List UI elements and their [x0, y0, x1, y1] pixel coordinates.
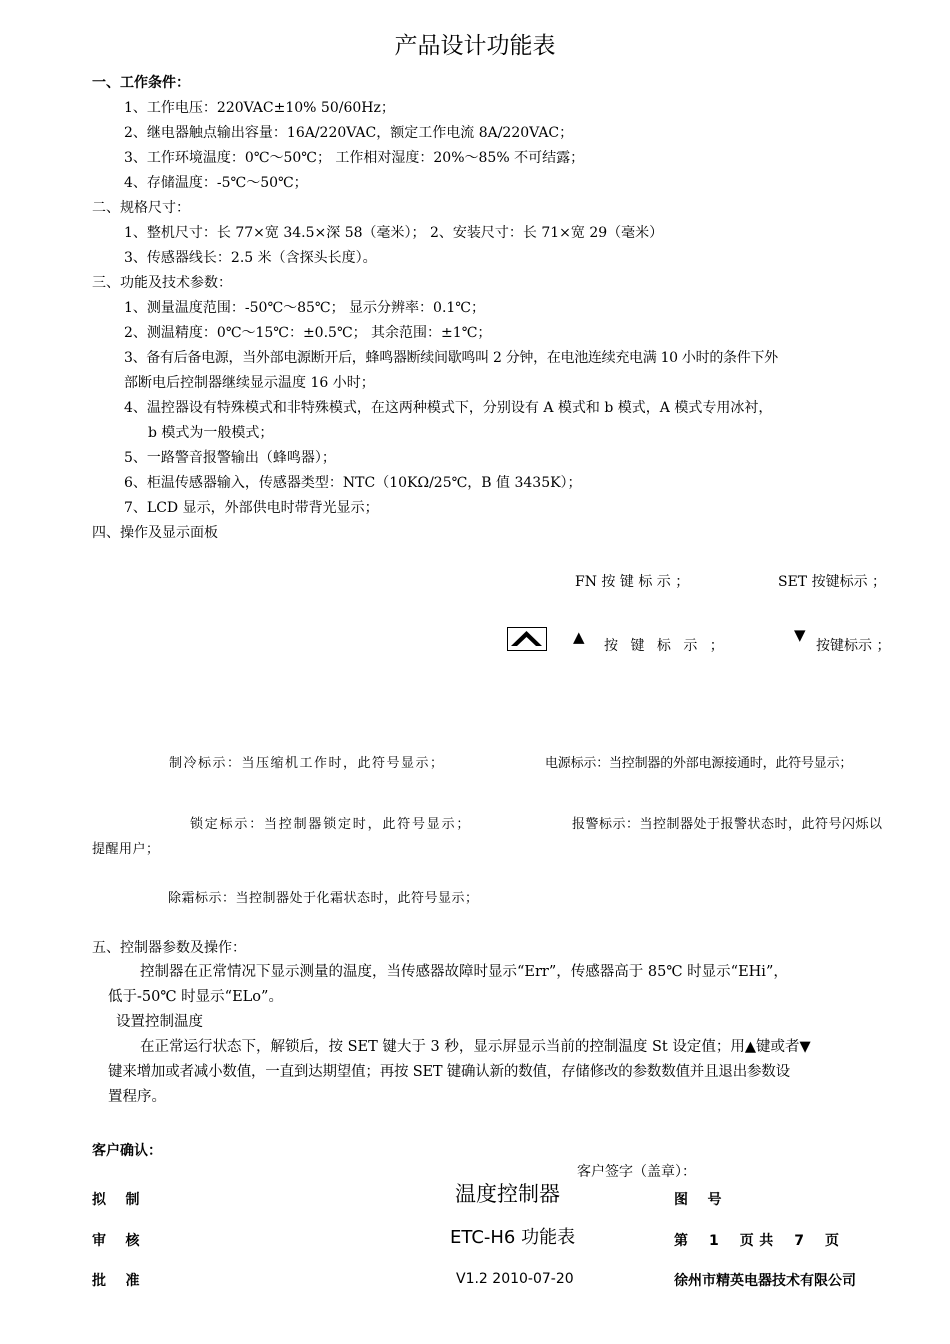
sec3-item-4-cont: b 模式为一般模式；: [148, 425, 274, 441]
customer-signature-label: 客户签字（盖章）：: [577, 1164, 696, 1180]
page-info: 第 1 页 共 7 页: [674, 1233, 840, 1249]
up-arrow-icon: [507, 627, 547, 651]
sec3-item-7: 7、LCD 显示，外部供电时带背光显示；: [124, 500, 379, 516]
down-key-label: 按键标示 ；: [816, 638, 891, 654]
section-1-heading: 一、工作条件：: [92, 75, 190, 91]
sec3-item-6: 6、柜温传感器输入，传感器类型：NTC（10KΩ/25℃，B 值 3435K）；: [124, 475, 582, 491]
sec5-paragraph-2: 在正常运行状态下，解锁后，按 SET 键大于 3 秒，显示屏显示当前的控制温度 St 设定值；用▲键或者▼: [140, 1039, 811, 1055]
up-key-label: 按 键 标 示 ；: [604, 638, 728, 654]
alarm-indicator-desc-cont: 提醒用户；: [92, 842, 160, 857]
sec3-item-2: 2、测温精度：0℃～15℃：±0.5℃； 其余范围：±1℃；: [124, 325, 492, 341]
sec5-paragraph-1: 控制器在正常情况下显示测量的温度，当传感器故障时显示“Err”，传感器高于 85℃ 时显示“EHi”，: [140, 964, 788, 980]
product-name: 温度控制器: [455, 1182, 560, 1206]
section-2-heading: 二、规格尺寸：: [92, 200, 190, 216]
sec3-item-3: 3、备有后备电源，当外部电源断开后，蜂鸣器断续间歇鸣叫 2 分钟，在电池连续充电满 10 小时的条件下外: [124, 350, 778, 366]
cooling-indicator-desc: 制冷标示：当压缩机工作时，此符号显示；: [169, 756, 445, 771]
draft-label: 拟 制: [92, 1192, 140, 1208]
section-5-heading: 五、控制器参数及操作：: [92, 940, 246, 956]
sec1-item-4: 4、存储温度：-5℃～50℃；: [124, 175, 308, 191]
set-key-label: SET 按键标示 ；: [778, 574, 887, 590]
sec5-paragraph-1-cont: 低于-50℃ 时显示“ELo”。: [108, 989, 283, 1005]
sec5-paragraph-2-end: 置程序。: [108, 1089, 166, 1105]
approve-label: 批 准: [92, 1273, 140, 1289]
review-label: 审 核: [92, 1233, 140, 1249]
sec3-item-5: 5、一路警音报警输出（蜂鸣器）；: [124, 450, 336, 466]
page-title: 产品设计功能表: [394, 33, 556, 59]
company-name: 徐州市精英电器技术有限公司: [674, 1273, 856, 1289]
sec1-item-2: 2、继电器触点输出容量：16A/220VAC，额定工作电流 8A/220VAC；: [124, 125, 574, 141]
sec2-item-1: 1、整机尺寸：长 77×宽 34.5×深 58（毫米）； 2、安装尺寸：长 71×宽 29（毫米）: [124, 225, 664, 241]
customer-confirm-label: 客户确认：: [92, 1143, 162, 1159]
drawing-number-label: 图 号: [674, 1192, 722, 1208]
power-indicator-desc: 电源标示：当控制器的外部电源接通时，此符号显示；: [545, 756, 853, 771]
sec3-item-3-cont: 部断电后控制器继续显示温度 16 小时；: [124, 375, 375, 391]
section-4-heading: 四、操作及显示面板: [92, 525, 218, 541]
sec5-paragraph-2-cont: 键来增加或者减小数值，一直到达期望值；再按 SET 键确认新的数值，存储修改的参数数值并且退出参数设: [108, 1064, 790, 1080]
lock-indicator-desc: 锁定标示：当控制器锁定时，此符号显示；: [190, 817, 472, 832]
version-date: V1.2 2010-07-20: [456, 1271, 574, 1287]
up-triangle-icon: ▲: [573, 628, 585, 646]
defrost-indicator-desc: 除霜标示：当控制器处于化霜状态时，此符号显示；: [168, 891, 479, 906]
down-triangle-icon: ▼: [794, 626, 806, 644]
fn-key-label: FN 按 键 标 示 ；: [575, 574, 690, 590]
sec3-item-4: 4、温控器设有特殊模式和非特殊模式，在这两种模式下，分别设有 A 模式和 b 模式，A 模式专用冰衬，: [124, 400, 773, 416]
set-temp-subheading: 设置控制温度: [116, 1014, 203, 1030]
sec1-item-1: 1、工作电压：220VAC±10% 50/60Hz；: [124, 100, 395, 116]
document-name: ETC-H6 功能表: [450, 1227, 576, 1248]
alarm-indicator-desc: 报警标示：当控制器处于报警状态时，此符号闪烁以: [572, 817, 883, 832]
section-3-heading: 三、功能及技术参数：: [92, 275, 232, 291]
sec1-item-3: 3、工作环境温度：0℃～50℃； 工作相对湿度：20%～85% 不可结露；: [124, 150, 585, 166]
sec3-item-1: 1、测量温度范围：-50℃～85℃； 显示分辨率：0.1℃；: [124, 300, 485, 316]
sec2-item-2: 3、传感器线长：2.5 米（含探头长度）。: [124, 250, 377, 266]
